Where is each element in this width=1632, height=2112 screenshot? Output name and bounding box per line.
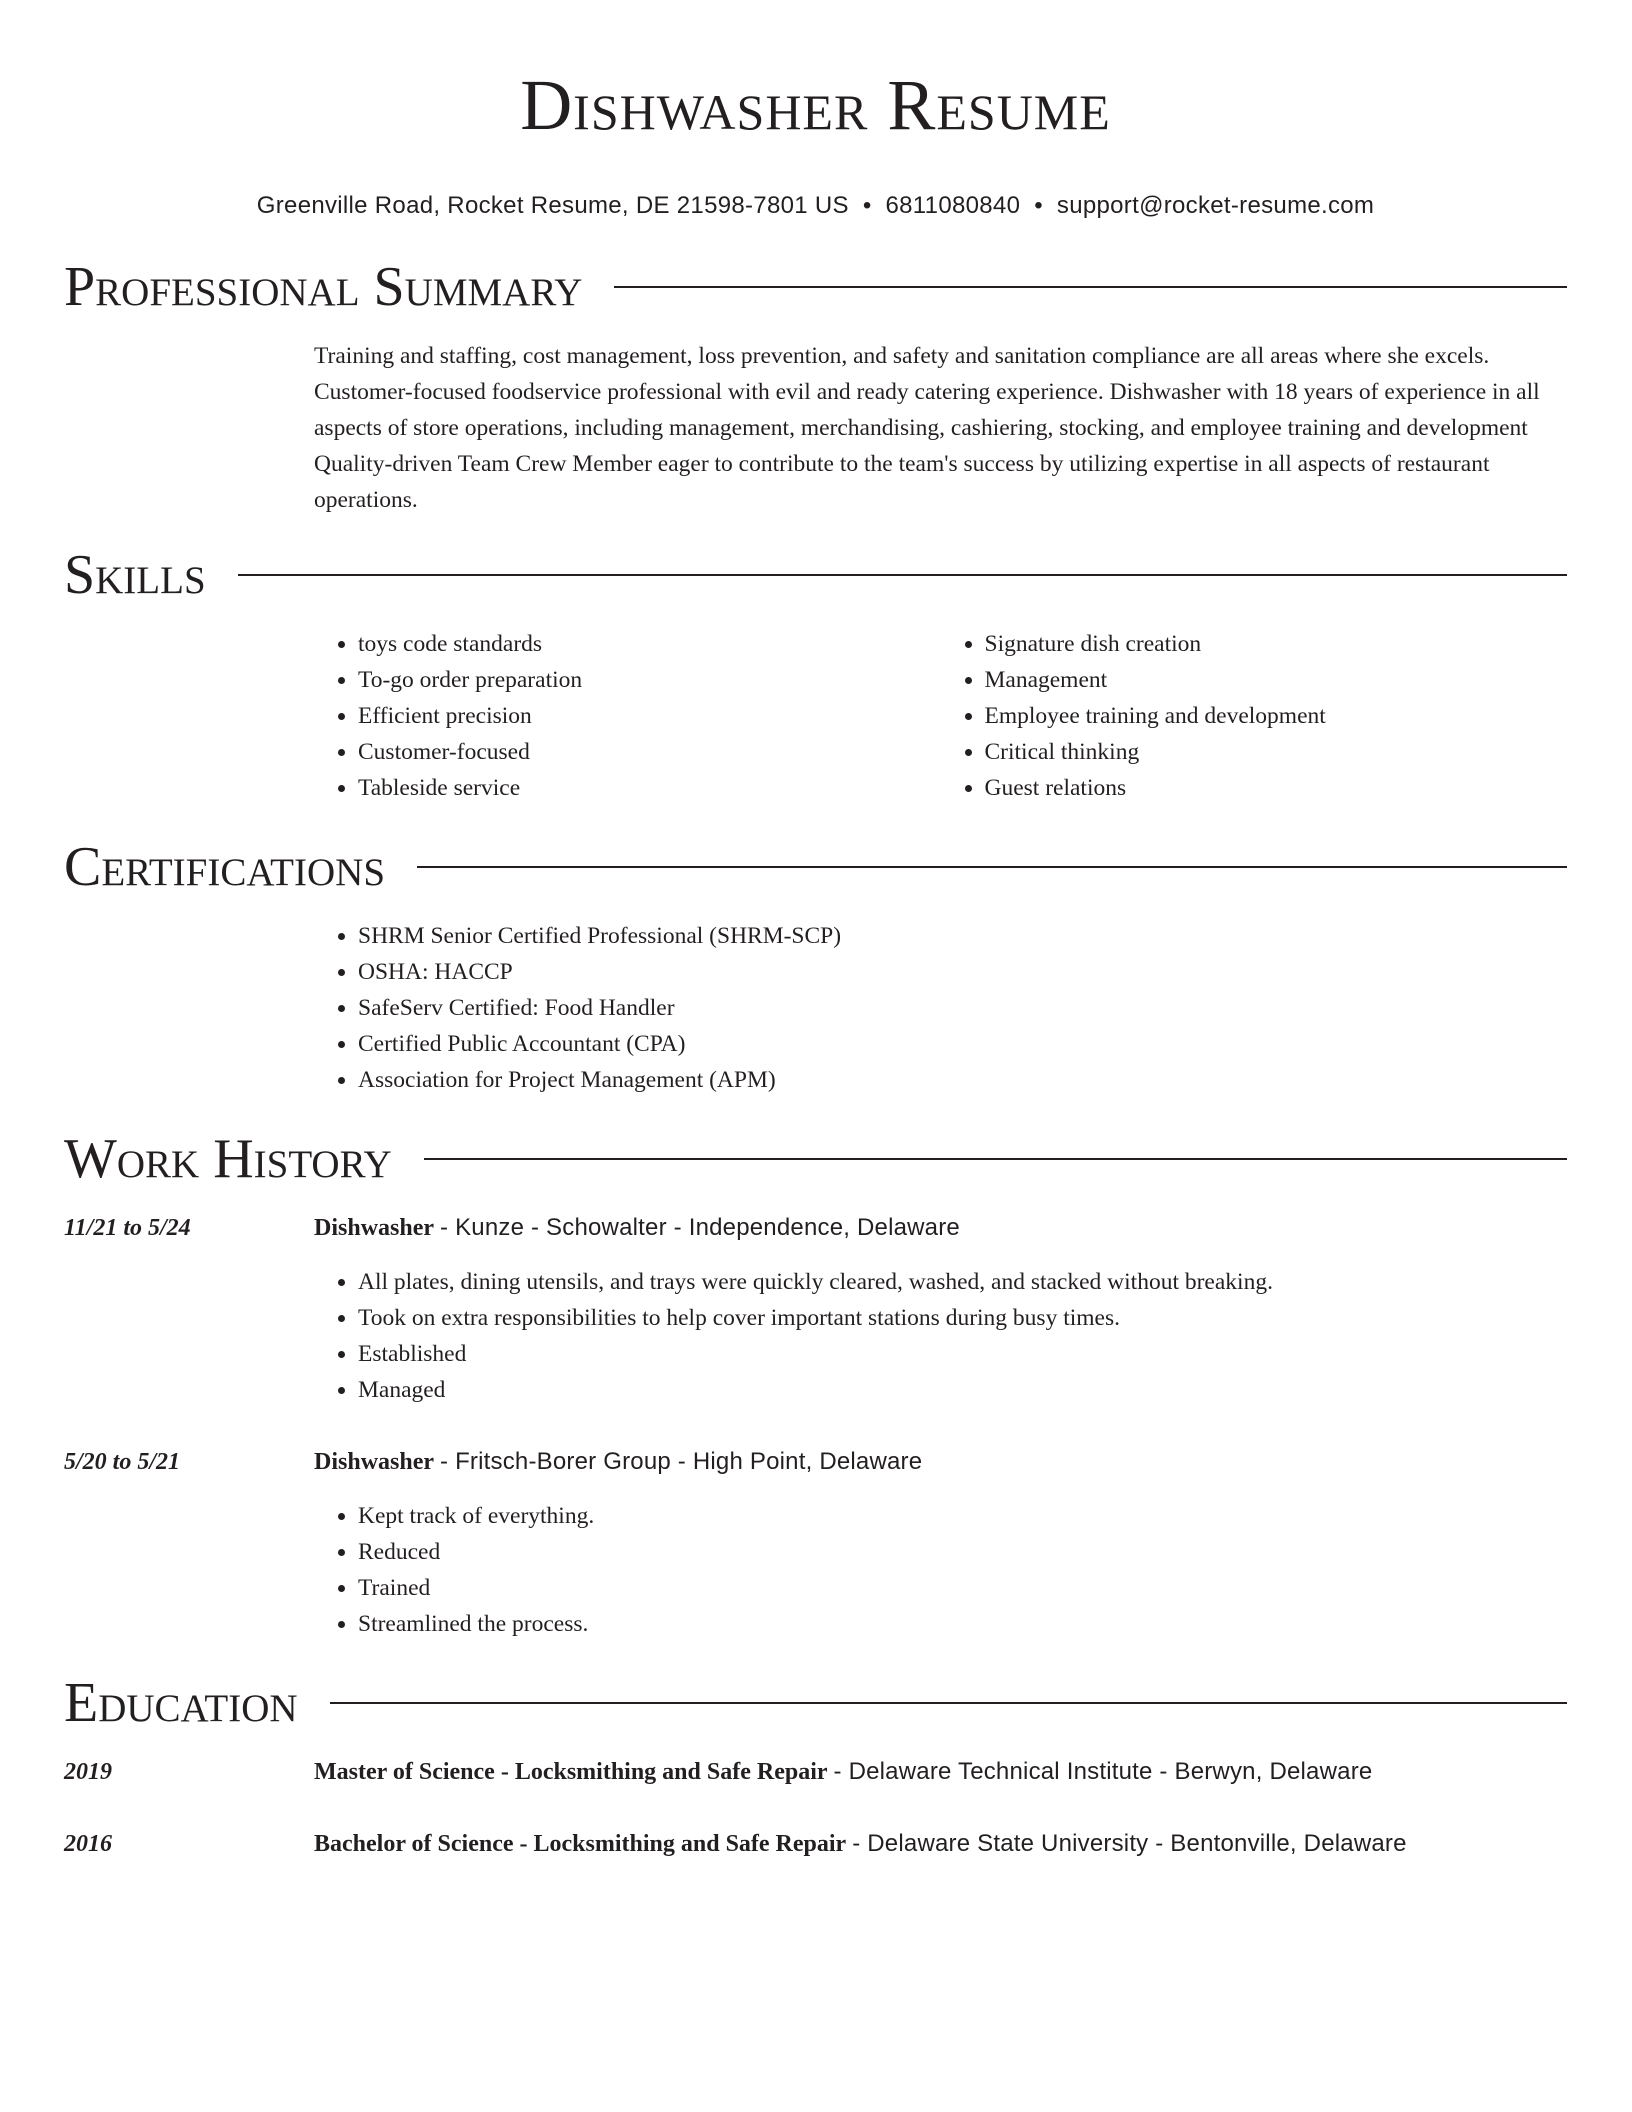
work-heading: Work History <box>64 1128 392 1190</box>
job-dates: 11/21 to 5/24 <box>64 1215 191 1241</box>
education-year: 2019 <box>64 1759 112 1785</box>
job-title-line <box>314 1444 922 1480</box>
certification-item: • Association for Project Management (APM) <box>358 1062 1567 1098</box>
skill-item: • Employee training and development <box>985 698 1568 734</box>
skills-heading: Skills <box>64 544 206 606</box>
education-entry <box>64 1754 1567 1790</box>
summary-section-header <box>64 256 1567 318</box>
education-school: - Delaware Technical Institute - Berwyn, Delaware <box>833 1758 1373 1785</box>
education-school: - Delaware State University - Bentonville, Delaware <box>852 1830 1407 1857</box>
section-divider <box>238 574 1567 576</box>
certifications-list <box>314 918 1567 1098</box>
skill-item: • To-go order preparation <box>358 662 941 698</box>
job-title-line <box>314 1210 960 1246</box>
resume-title: Dishwasher Resume <box>520 65 1111 145</box>
contact-line <box>64 190 1567 222</box>
education-degree: Bachelor of Science - Locksmithing and Safe Repair <box>314 1831 847 1857</box>
section-divider <box>424 1158 1567 1160</box>
job-entry <box>64 1444 1567 1642</box>
education-line <box>314 1826 1407 1862</box>
job-bullet: • All plates, dining utensils, and trays were quickly cleared, washed, and stacked without breaking. <box>358 1264 1567 1300</box>
job-bullet: • Reduced <box>358 1534 1567 1570</box>
contact-phone: 6811080840 <box>885 192 1021 219</box>
job-bullets <box>314 1264 1567 1408</box>
skill-item: • Customer-focused <box>358 734 941 770</box>
job-title: Dishwasher <box>314 1449 435 1475</box>
skills-column-left <box>314 626 941 806</box>
summary-text: Training and staffing, cost management, loss prevention, and safety and sanitation compliance are all areas where she excels. Customer-focused foodservice professional with evil and ready catering experience. Dishwasher with 18 years of experience in all aspects of store operations, including management, merchandising, cashiering, stocking, and employee training and development Quality-driven Team Crew Member eager to contribute to the team's success by utilizing expertise in all aspects of restaurant operations. <box>314 343 1540 513</box>
job-bullet: • Established <box>358 1336 1567 1372</box>
job-bullet: • Took on extra responsibilities to help cover important stations during busy times. <box>358 1300 1567 1336</box>
job-bullet: • Streamlined the process. <box>358 1606 1567 1642</box>
education-entry <box>64 1826 1567 1862</box>
job-bullet: • Managed <box>358 1372 1567 1408</box>
skill-item: • Management <box>985 662 1568 698</box>
education-section-header <box>64 1672 1567 1734</box>
education-year: 2016 <box>64 1831 112 1857</box>
job-dates: 5/20 to 5/21 <box>64 1449 181 1475</box>
certification-item: • OSHA: HACCP <box>358 954 1567 990</box>
job-bullet: • Kept track of everything. <box>358 1498 1567 1534</box>
work-section-header <box>64 1128 1567 1190</box>
contact-address: Greenville Road, Rocket Resume, DE 21598-7801 US <box>256 192 849 219</box>
summary-body <box>314 338 1567 518</box>
job-header <box>64 1444 1567 1480</box>
contact-email: support@rocket-resume.com <box>1056 192 1375 219</box>
certification-item: • Certified Public Accountant (CPA) <box>358 1026 1567 1062</box>
skill-item: • Efficient precision <box>358 698 941 734</box>
job-bullet: • Trained <box>358 1570 1567 1606</box>
certifications-section-header <box>64 836 1567 898</box>
skill-item: • Signature dish creation <box>985 626 1568 662</box>
skill-item: • Critical thinking <box>985 734 1568 770</box>
education-degree: Master of Science - Locksmithing and Safe Repair <box>314 1759 828 1785</box>
certification-item: • SHRM Senior Certified Professional (SHRM-SCP) <box>358 918 1567 954</box>
skills-section-header <box>64 544 1567 606</box>
certifications-heading: Certifications <box>64 836 386 898</box>
resume-page <box>64 0 1567 1862</box>
skill-item: • Tableside service <box>358 770 941 806</box>
skills-column-right <box>941 626 1568 806</box>
job-title: Dishwasher <box>314 1215 435 1241</box>
job-employer: - Fritsch-Borer Group - High Point, Delaware <box>440 1448 923 1475</box>
education-heading: Education <box>64 1672 298 1734</box>
job-employer: - Kunze - Schowalter - Independence, Delaware <box>440 1214 960 1241</box>
section-divider <box>417 866 1567 868</box>
skill-item: • toys code standards <box>358 626 941 662</box>
skill-item: • Guest relations <box>985 770 1568 806</box>
certification-item: • SafeServ Certified: Food Handler <box>358 990 1567 1026</box>
contact-separator: • <box>1034 192 1043 219</box>
job-header <box>64 1210 1567 1246</box>
skills-list <box>314 626 1567 806</box>
education-line <box>314 1754 1372 1790</box>
section-divider <box>330 1702 1567 1704</box>
summary-heading: Professional Summary <box>64 256 583 318</box>
job-entry <box>64 1210 1567 1408</box>
job-bullets <box>314 1498 1567 1642</box>
contact-separator: • <box>862 192 872 219</box>
section-divider <box>614 286 1567 288</box>
